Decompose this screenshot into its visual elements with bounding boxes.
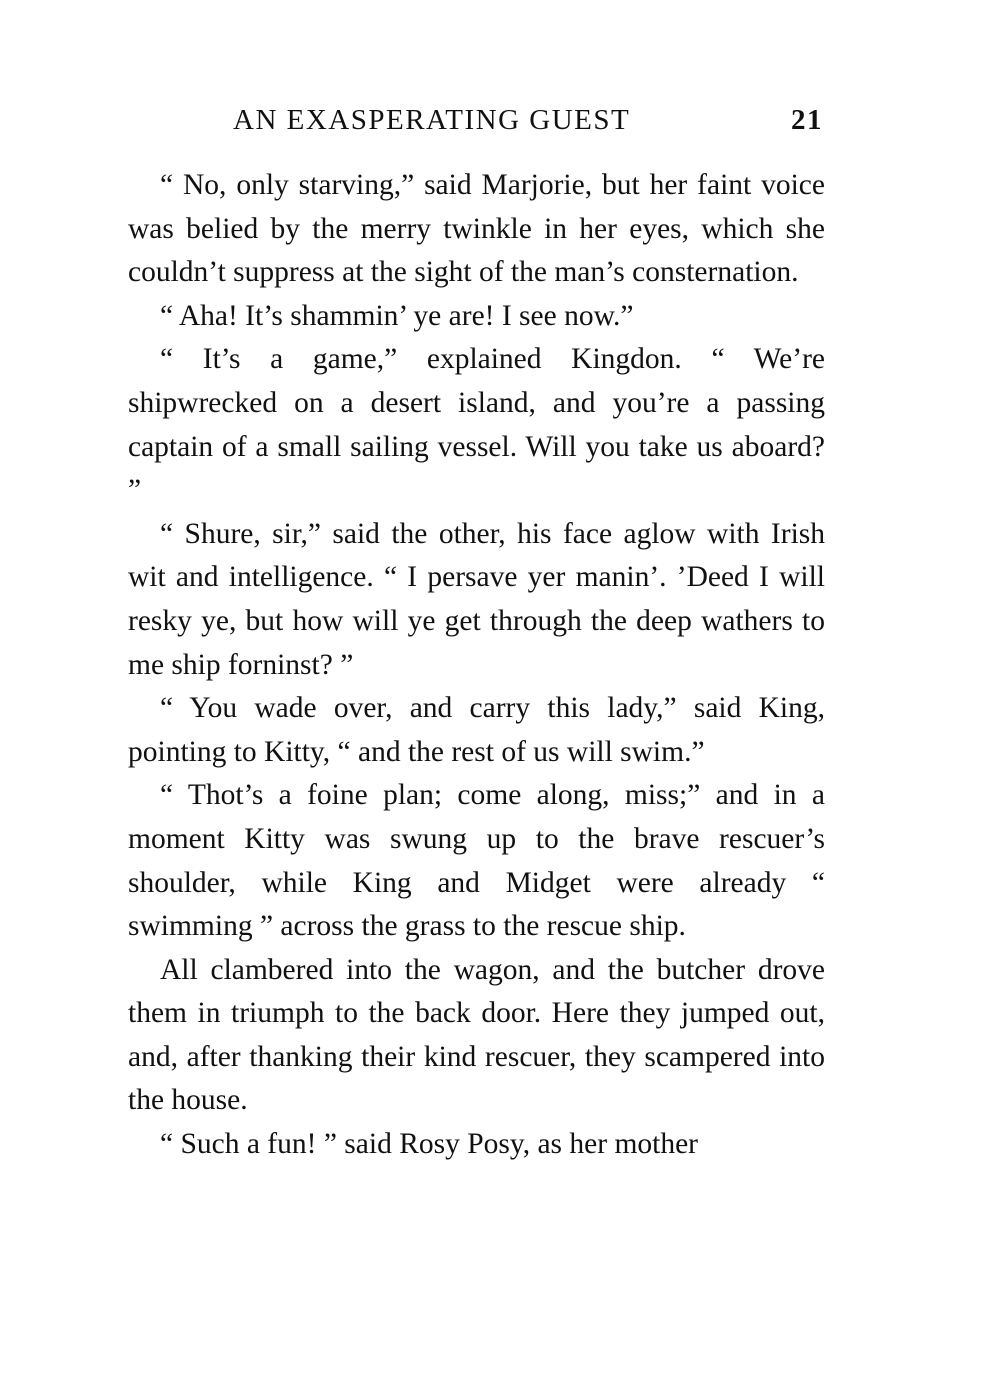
page-number: 21 [791, 104, 823, 136]
paragraph: “ Shure, sir,” said the other, his face aglow with Irish wit and intelligence. “ I persave yer manin’. ’Deed I will resky ye, but how will ye get through the deep wathers to me ship forninst? ” [128, 517, 825, 681]
paragraph: “ You wade over, and carry this lady,” said King, pointing to Kitty, “ and the rest of us will swim.” [128, 692, 825, 768]
chapter-title: AN EXASPERATING GUEST [233, 104, 631, 136]
paragraph: “ Aha! It’s shammin’ ye are! I see now.” [160, 299, 634, 332]
paragraph: All clambered into the wagon, and the butcher drove them in triumph to the back door. Here they jumped out, and, after thanking their kind rescuer, they scampered into the house. [128, 953, 825, 1117]
body-text [128, 164, 825, 1167]
paragraph: “ Such a fun! ” said Rosy Posy, as her mother [160, 1128, 699, 1161]
running-head [128, 100, 825, 144]
paragraph: “ No, only starving,” said Marjorie, but her faint voice was belied by the merry twinkle in her eyes, which she couldn’t suppress at the sight of the man’s consternation. [128, 169, 825, 289]
paragraph: “ Thot’s a foine plan; come along, miss;” and in a moment Kitty was swung up to the brave rescuer’s shoulder, while King and Midget were already “ swimming ” across the grass to the rescue ship. [128, 779, 825, 943]
paragraph: “ It’s a game,” explained Kingdon. “ We’re shipwrecked on a desert island, and you’re a passing captain of a small sailing vessel. Will you take us aboard? ” [128, 343, 825, 507]
